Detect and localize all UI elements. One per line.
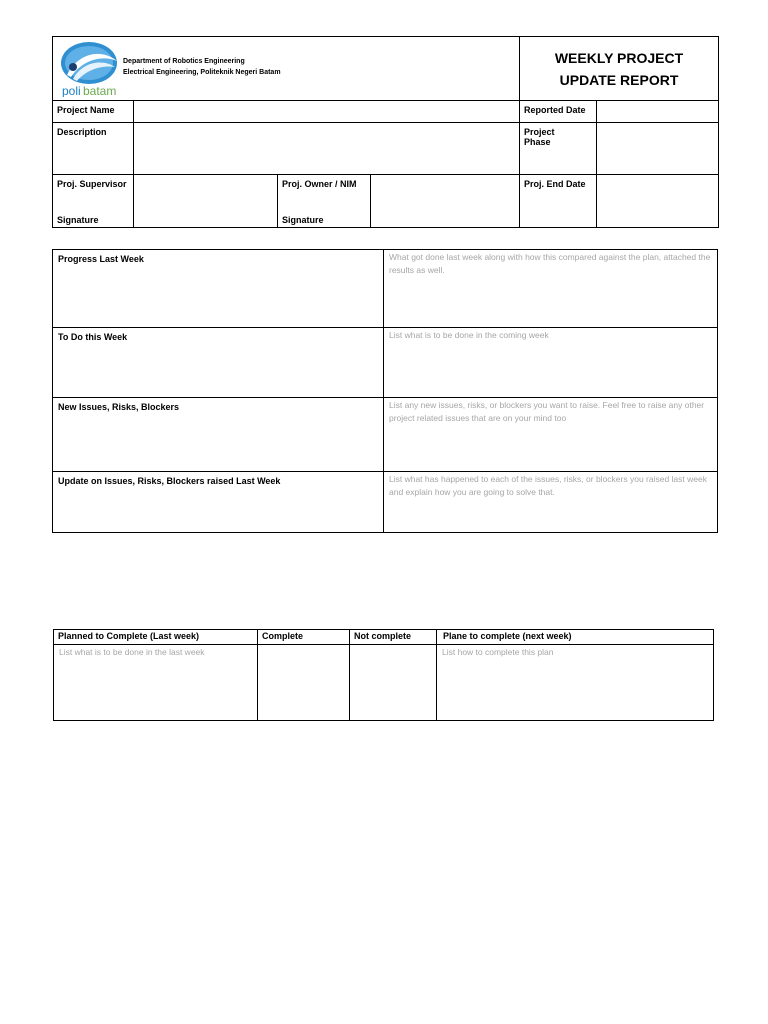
new-issues-hint: List any new issues, risks, or blockers you want to raise. Feel free to raise any other project related issues that are on your mind too xyxy=(389,400,705,423)
supervisor-label: Proj. Supervisor xyxy=(57,179,127,189)
project-name-field[interactable] xyxy=(134,101,520,123)
issues-update-label: Update on Issues, Risks, Blockers raised Last Week xyxy=(53,472,384,533)
next-week-hint: List how to complete this plan xyxy=(442,647,554,657)
next-week-field[interactable] xyxy=(437,645,714,721)
planned-field[interactable] xyxy=(54,645,258,721)
logo-text-batam: batam xyxy=(83,84,117,97)
report-title xyxy=(520,37,718,91)
polibatam-logo xyxy=(59,41,123,97)
planned-hint: List what is to be done in the last week xyxy=(59,647,205,657)
end-date-label: Proj. End Date xyxy=(520,175,597,228)
progress-row xyxy=(53,398,718,472)
issues-update-field[interactable] xyxy=(384,472,718,533)
header-table xyxy=(52,36,719,228)
progress-row xyxy=(53,328,718,398)
new-issues-field[interactable] xyxy=(384,398,718,472)
end-date-field[interactable] xyxy=(597,175,719,228)
complete-field[interactable] xyxy=(258,645,350,721)
not-complete-header: Not complete xyxy=(350,630,437,645)
project-name-label: Project Name xyxy=(53,101,134,123)
todo-this-week-field[interactable] xyxy=(384,328,718,398)
progress-last-week-label: Progress Last Week xyxy=(53,250,384,328)
title-line-1: WEEKLY PROJECT xyxy=(554,50,684,66)
supervisor-field[interactable] xyxy=(133,175,277,227)
department-line-1: Department of Robotics Engineering xyxy=(123,58,245,65)
signature-label-left: Signature xyxy=(57,215,99,225)
logo-cell xyxy=(53,37,520,101)
complete-header: Complete xyxy=(258,630,350,645)
title-cell xyxy=(520,37,719,101)
project-phase-field[interactable] xyxy=(597,123,719,175)
owner-field[interactable] xyxy=(370,175,519,227)
reported-date-label: Reported Date xyxy=(520,101,597,123)
issues-update-hint: List what has happened to each of the issues, risks, or blockers you raised last week and explain how you are going to solve that. xyxy=(389,474,707,497)
department-info xyxy=(123,56,281,78)
project-phase-label-line-2: Phase xyxy=(524,137,551,147)
planned-header: Planned to Complete (Last week) xyxy=(54,630,258,645)
progress-last-week-hint: What got done last week along with how this compared against the plan, attached the results as well. xyxy=(389,252,711,275)
supervisor-cell xyxy=(53,175,278,228)
progress-last-week-field[interactable] xyxy=(384,250,718,328)
new-issues-label: New Issues, Risks, Blockers xyxy=(53,398,384,472)
todo-this-week-label: To Do this Week xyxy=(53,328,384,398)
todo-this-week-hint: List what is to be done in the coming week xyxy=(389,330,549,340)
progress-row xyxy=(53,472,718,533)
plan-header-row xyxy=(54,630,714,645)
signature-label-right: Signature xyxy=(282,215,324,225)
title-line-2: UPDATE REPORT xyxy=(559,72,679,88)
owner-label: Proj. Owner / NIM xyxy=(282,179,357,189)
plan-body-row xyxy=(54,645,714,721)
plan-table xyxy=(53,629,714,721)
department-line-2: Electrical Engineering, Politeknik Negeri Batam xyxy=(123,69,281,76)
progress-table xyxy=(52,249,718,533)
owner-cell xyxy=(278,175,520,228)
description-label: Description xyxy=(53,123,134,175)
next-week-header: Plane to complete (next week) xyxy=(437,630,714,645)
progress-row xyxy=(53,250,718,328)
reported-date-field[interactable] xyxy=(597,101,719,123)
project-phase-label-line-1: Project xyxy=(524,127,555,137)
logo-text-poli: poli xyxy=(62,84,81,97)
project-phase-label xyxy=(520,123,597,175)
not-complete-field[interactable] xyxy=(350,645,437,721)
description-field[interactable] xyxy=(134,123,520,175)
